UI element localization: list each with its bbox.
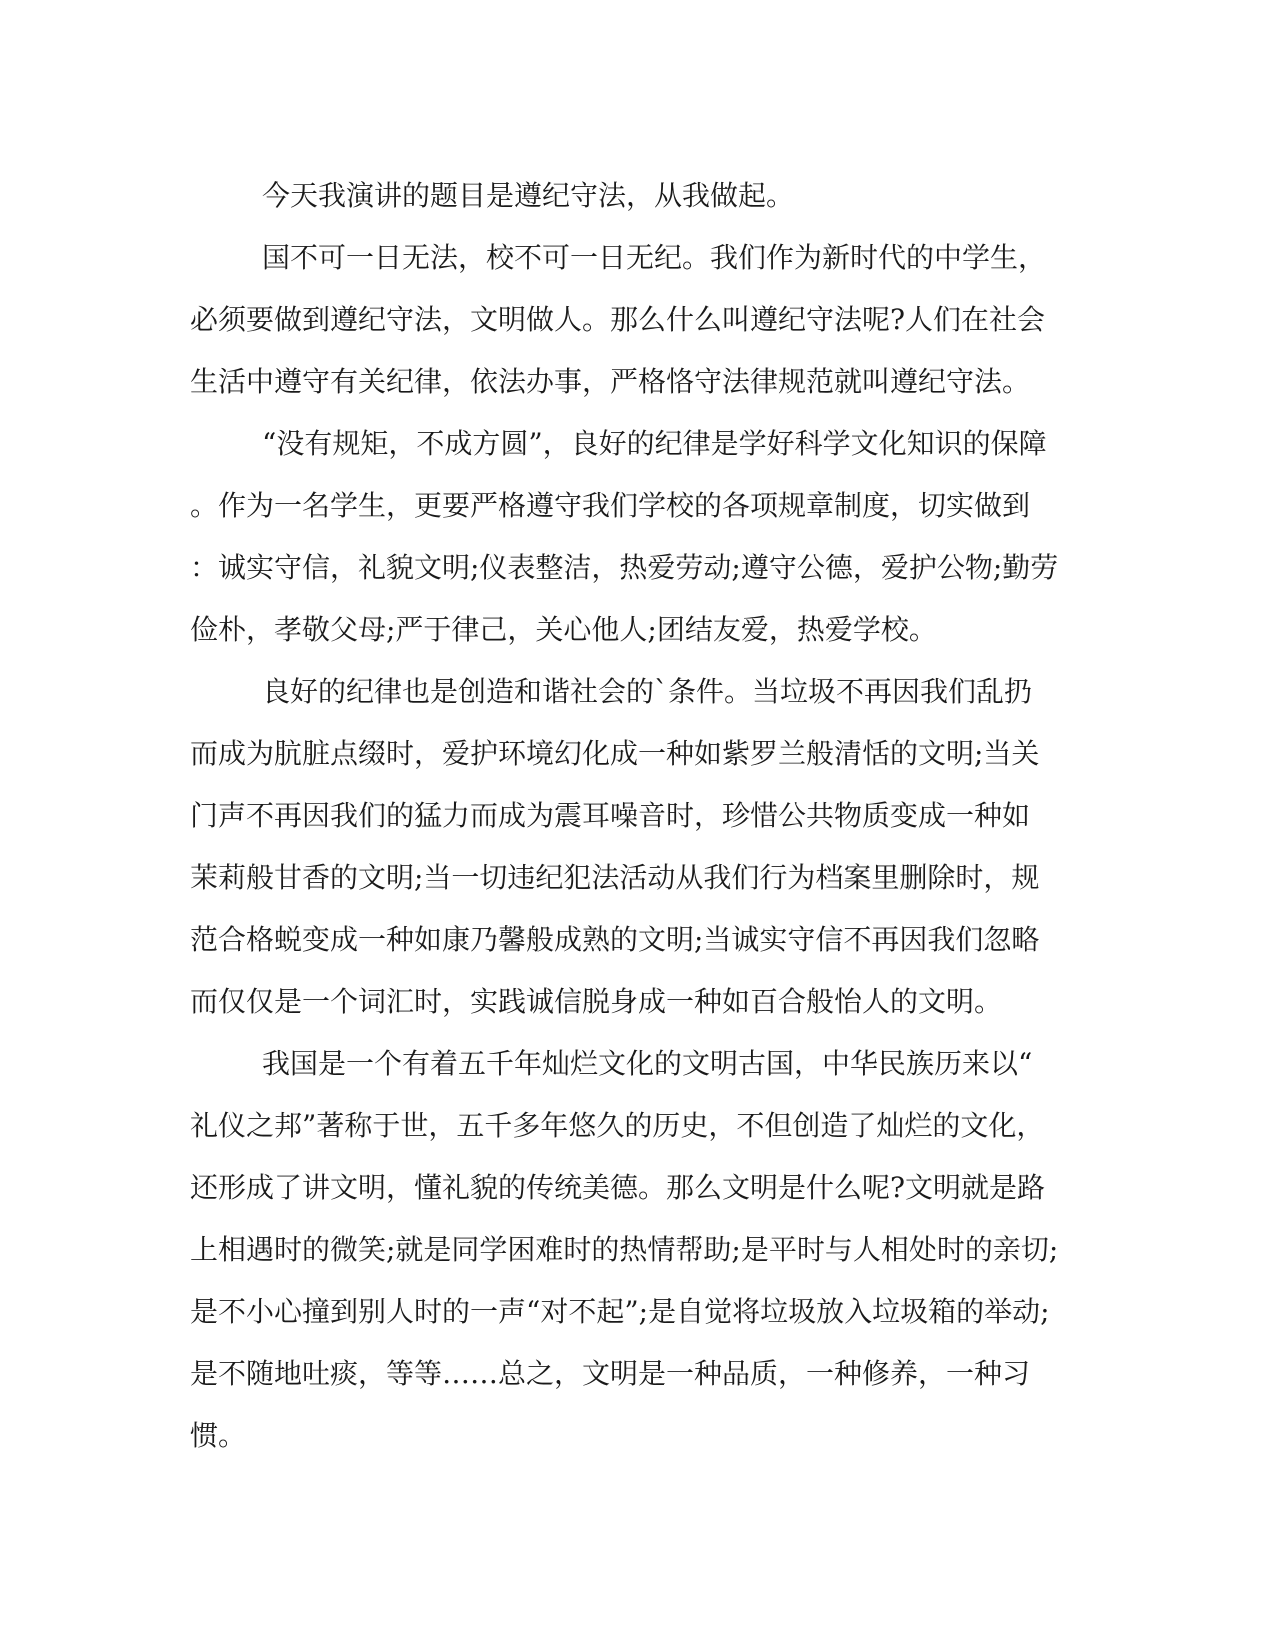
paragraph-2-line-1: 国不可一日无法，校不可一日无纪。我们作为新时代的中学生， <box>262 241 1047 274</box>
paragraph-5-line-6: 是不随地吐痰，等等……总之，文明是一种品质，一种修养，一种习 <box>190 1357 1031 1390</box>
paragraph-3-line-1: “没有规矩，不成方圆”，良好的纪律是学好科学文化知识的保障 <box>262 427 1047 460</box>
paragraph-4-line-4: 茉莉般甘香的文明;当一切违纪犯法活动从我们行为档案里删除时，规 <box>190 861 1040 894</box>
paragraph-4-line-5: 范合格蜕变成一种如康乃馨般成熟的文明;当诚实守信不再因我们忽略 <box>190 923 1040 956</box>
document-body <box>190 165 1090 1467</box>
paragraph-2-line-3: 生活中遵守有关纪律，依法办事，严格恪守法律规范就叫遵纪守法。 <box>190 365 1031 398</box>
paragraph-4-line-3: 门声不再因我们的猛力而成为震耳噪音时，珍惜公共物质变成一种如 <box>190 799 1031 832</box>
paragraph-5-line-4: 上相遇时的微笑;就是同学困难时的热情帮助;是平时与人相处时的亲切; <box>190 1233 1059 1266</box>
paragraph-5-line-3: 还形成了讲文明，懂礼貌的传统美德。那么文明是什么呢?文明就是路 <box>190 1171 1046 1204</box>
paragraph-3-line-2: 。作为一名学生，更要严格遵守我们学校的各项规章制度，切实做到 <box>190 489 1031 522</box>
paragraph-4-line-1: 良好的纪律也是创造和谐社会的`条件。当垃圾不再因我们乱扔 <box>262 675 1033 708</box>
paragraph-5-line-7: 惯。 <box>190 1419 247 1452</box>
paragraph-5-line-5: 是不小心撞到别人时的一声“对不起”;是自觉将垃圾放入垃圾箱的举动; <box>190 1295 1050 1328</box>
paragraph-4-line-2: 而成为肮脏点缀时，爱护环境幻化成一种如紫罗兰般清恬的文明;当关 <box>190 737 1040 770</box>
paragraph-3-line-4: 俭朴，孝敬父母;严于律己，关心他人;团结友爱，热爱学校。 <box>190 613 937 646</box>
paragraph-1-line-1: 今天我演讲的题目是遵纪守法，从我做起。 <box>262 179 795 212</box>
paragraph-4-line-6: 而仅仅是一个词汇时，实践诚信脱身成一种如百合般怡人的文明。 <box>190 985 1003 1018</box>
paragraph-5-line-1: 我国是一个有着五千年灿烂文化的文明古国，中华民族历来以“ <box>262 1047 1033 1080</box>
paragraph-2-line-2: 必须要做到遵纪守法，文明做人。那么什么叫遵纪守法呢?人们在社会 <box>190 303 1046 336</box>
paragraph-5-line-2: 礼仪之邦”著称于世，五千多年悠久的历史，不但创造了灿烂的文化， <box>190 1109 1045 1142</box>
paragraph-3-line-3: ：诚实守信，礼貌文明;仪表整洁，热爱劳动;遵守公德，爱护公物;勤劳 <box>190 551 1059 584</box>
